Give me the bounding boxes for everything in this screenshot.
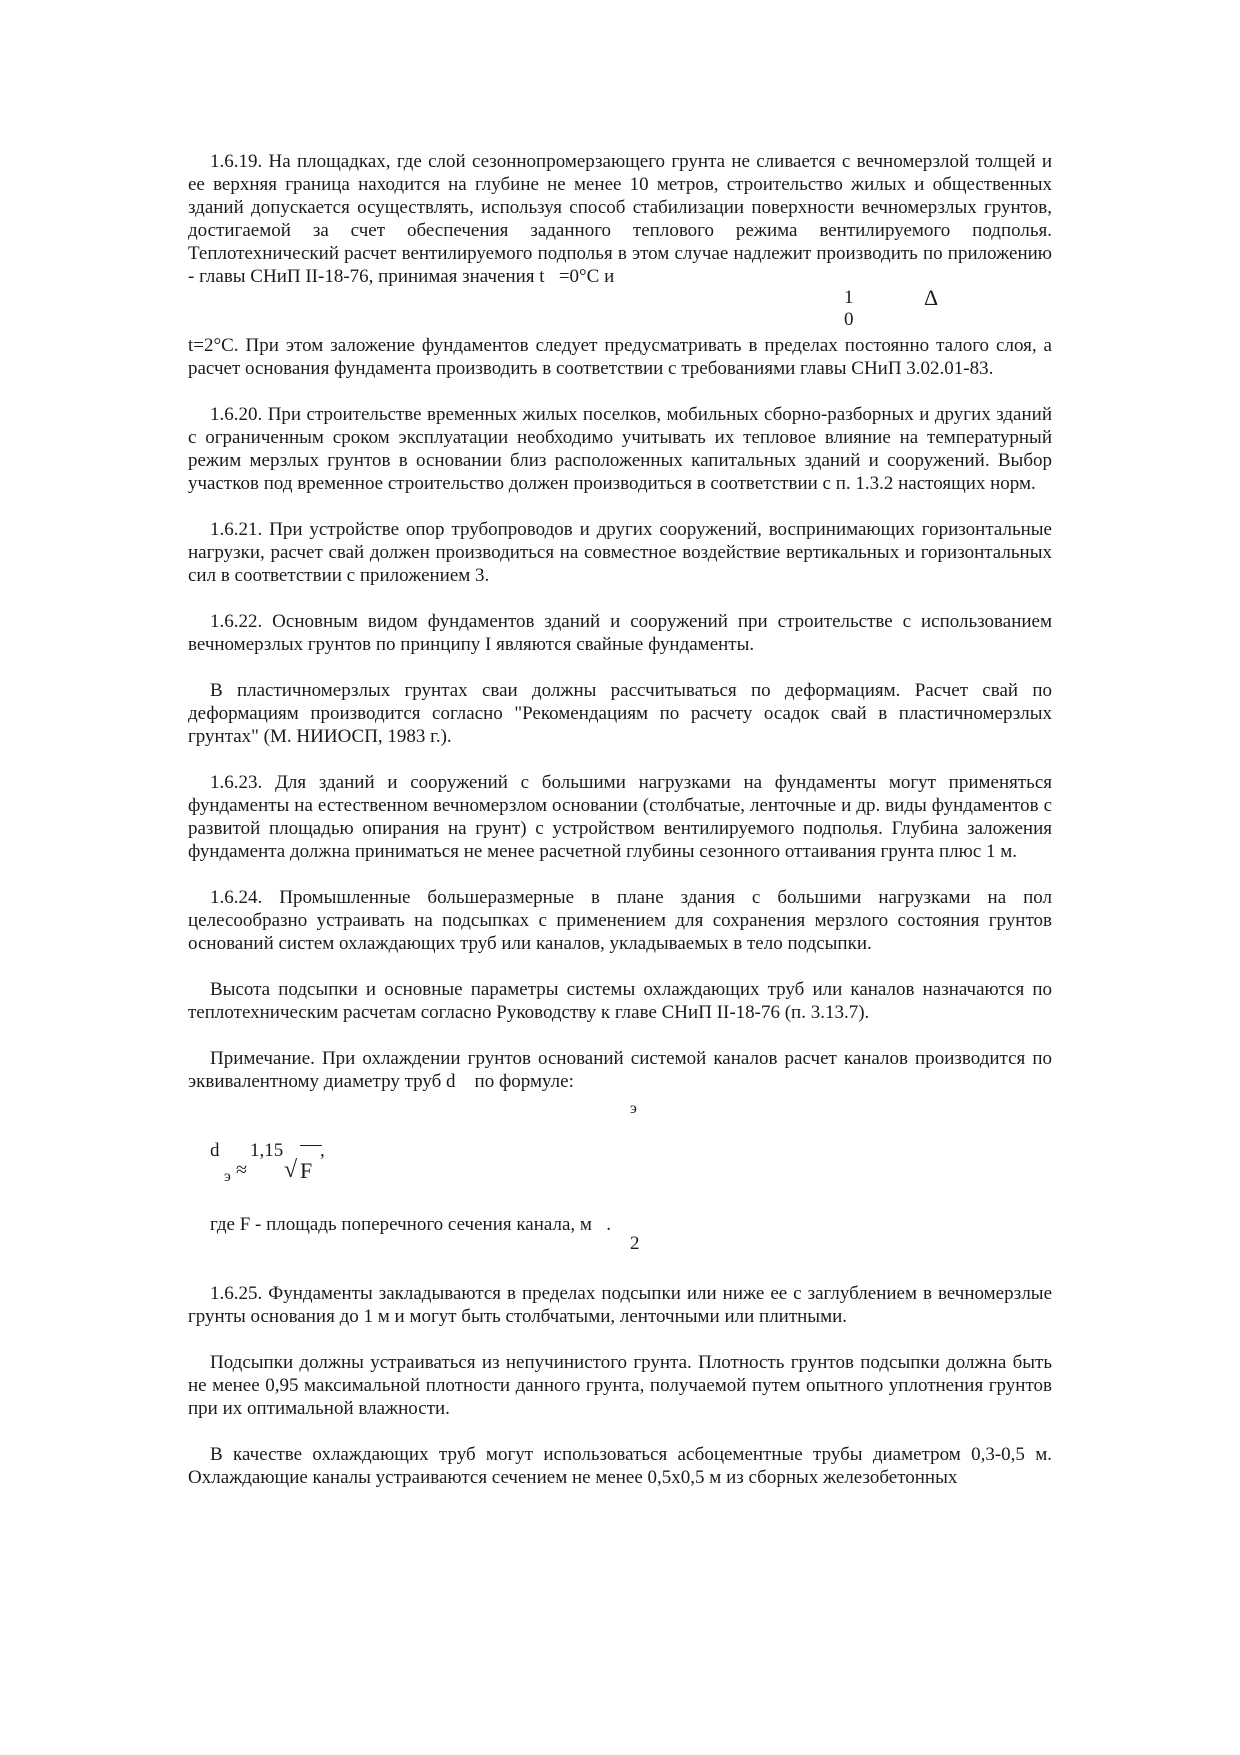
- paragraph-where-text: где F - площадь поперечного сечения канала, м: [210, 1214, 592, 1235]
- formula-F: F: [300, 1158, 313, 1183]
- paragraph-fill-height: Высота подсыпки и основные параметры системы охлаждающих труб или каналов назначаются по теплотехническим расчетам согласно Руководству к главе СНиП II-18-76 (п. 3.13.7).: [188, 979, 1052, 1023]
- paragraph-note-text: Примечание. При охлаждении грунтов оснований системой каналов расчет каналов производится по эквивалентному диаметру труб d: [188, 1048, 1052, 1092]
- formula-sqrt-sign: √: [284, 1157, 298, 1183]
- paragraph-1-6-23: 1.6.23. Для зданий и сооружений с большими нагрузками на фундаменты могут применяться фундаменты на естественном вечномерзлом основании (столбчатые, ленточные и др. виды фундаментов с развитой площадью опирания на грунт) с устройством вентилируемого подполья. Глубина заложения фундамента должна приниматься не менее расчетной глубины сезонного оттаивания грунта плюс 1 м.: [188, 772, 1052, 862]
- paragraph-1-6-19-cont: t=2°С. При этом заложение фундаментов следует предусматривать в пределах постоянно талого слоя, а расчет основания фундамента производить в соответствии с требованиями главы СНиП 3.02.01-83.: [188, 335, 1052, 379]
- formula-subscript-e: э: [224, 1168, 231, 1185]
- paragraph-fill: Подсыпки должны устраиваться из непучинистого грунта. Плотность грунтов подсыпки должна быть не менее 0,95 максимальной плотности данного грунта, получаемой путем опытного уплотнения грунтов при их оптимальной влажности.: [188, 1352, 1052, 1419]
- paragraph-plastic-frozen: В пластичномерзлых грунтах сваи должны рассчитываться по деформациям. Расчет свай по деформациям производится согласно "Рекомендациям по расчету осадок свай в пластичномерзлых грунтах" (М. НИИОСП, 1983 г.).: [188, 680, 1052, 747]
- paragraph-1-6-19-tail: =0°С и: [558, 266, 615, 287]
- paragraph-1-6-21: 1.6.21. При устройстве опор трубопроводов и других сооружений, воспринимающих горизонтальные нагрузки, расчет свай должен производиться на совместное воздействие вертикальных и горизонтальных сил в соответствии с приложением 3.: [188, 519, 1052, 586]
- formula-block: [188, 1093, 1052, 1213]
- paragraph-where: [188, 1213, 1052, 1236]
- document-page: [188, 150, 1052, 1489]
- formula-approx: ≈: [236, 1159, 247, 1181]
- paragraph-1-6-24: 1.6.24. Промышленные большеразмерные в плане здания с большими нагрузками на пол целесообразно устраивать на подсыпках с применением для сохранения мерзлого состояния грунтов оснований систем охлаждающих труб или каналов, укладываемых в тело подсыпки.: [188, 887, 1052, 954]
- formula-d: d: [210, 1140, 220, 1161]
- formula-coefficient: 1,15: [250, 1140, 284, 1161]
- note-subscript-e: э: [630, 1100, 637, 1117]
- paragraph-1-6-19-text: 1.6.19. На площадках, где слой сезоннопромерзающего грунта не сливается с вечномерзлой толщей и ее верхняя граница находится на глубине не менее 10 метров, строительство жилых и общественных зданий допускается осуществлять, используя способ стабилизации поверхности вечномерзлых грунтов, достигаемой за счет обеспечения заданного теплового режима вентилируемого подполья. Теплотехнический расчет вентилируемого подполья в этом случае надлежит производить по приложению - главы СНиП II-18-76, принимая значения t: [188, 151, 1052, 287]
- where-subscript-two: 2: [630, 1233, 640, 1254]
- paragraph-pipes: В качестве охлаждающих труб могут использоваться асбоцементные трубы диаметром 0,3-0,5 м. Охлаждающие каналы устраиваются сечением не менее 0,5х0,5 м из сборных железобетонных: [188, 1444, 1052, 1488]
- formula-sqrt-bar: [300, 1145, 322, 1146]
- formula-comma: ,: [320, 1140, 325, 1161]
- paragraph-1-6-20: 1.6.20. При строительстве временных жилых поселков, мобильных сборно-разборных и других зданий с ограниченным сроком эксплуатации необходимо учитывать их тепловое влияние на температурный режим мерзлых грунтов в основании близ расположенных капитальных зданий и сооружений. Выбор участков под временное строительство должен производиться в соответствии с п. 1.3.2 настоящих норм.: [188, 404, 1052, 494]
- paragraph-note-tail: по формуле:: [474, 1071, 574, 1092]
- where-subscript-row: [188, 1233, 1052, 1259]
- paragraph-1-6-19: [188, 150, 1052, 288]
- paragraph-note: [188, 1047, 1052, 1093]
- index-row: [188, 285, 1052, 334]
- subscript-zero: 0: [844, 309, 854, 330]
- paragraph-1-6-22: 1.6.22. Основным видом фундаментов зданий и сооружений при строительстве с использованием вечномерзлых грунтов по принципу I являются свайные фундаменты.: [188, 611, 1052, 655]
- delta-symbol: Δ: [924, 285, 939, 310]
- subscript-one: 1: [844, 287, 854, 308]
- paragraph-1-6-25: 1.6.25. Фундаменты закладываются в пределах подсыпки или ниже ее с заглублением в вечномерзлые грунты основания до 1 м и могут быть столбчатыми, ленточными или плитными.: [188, 1283, 1052, 1327]
- paragraph-where-tail: .: [606, 1214, 611, 1235]
